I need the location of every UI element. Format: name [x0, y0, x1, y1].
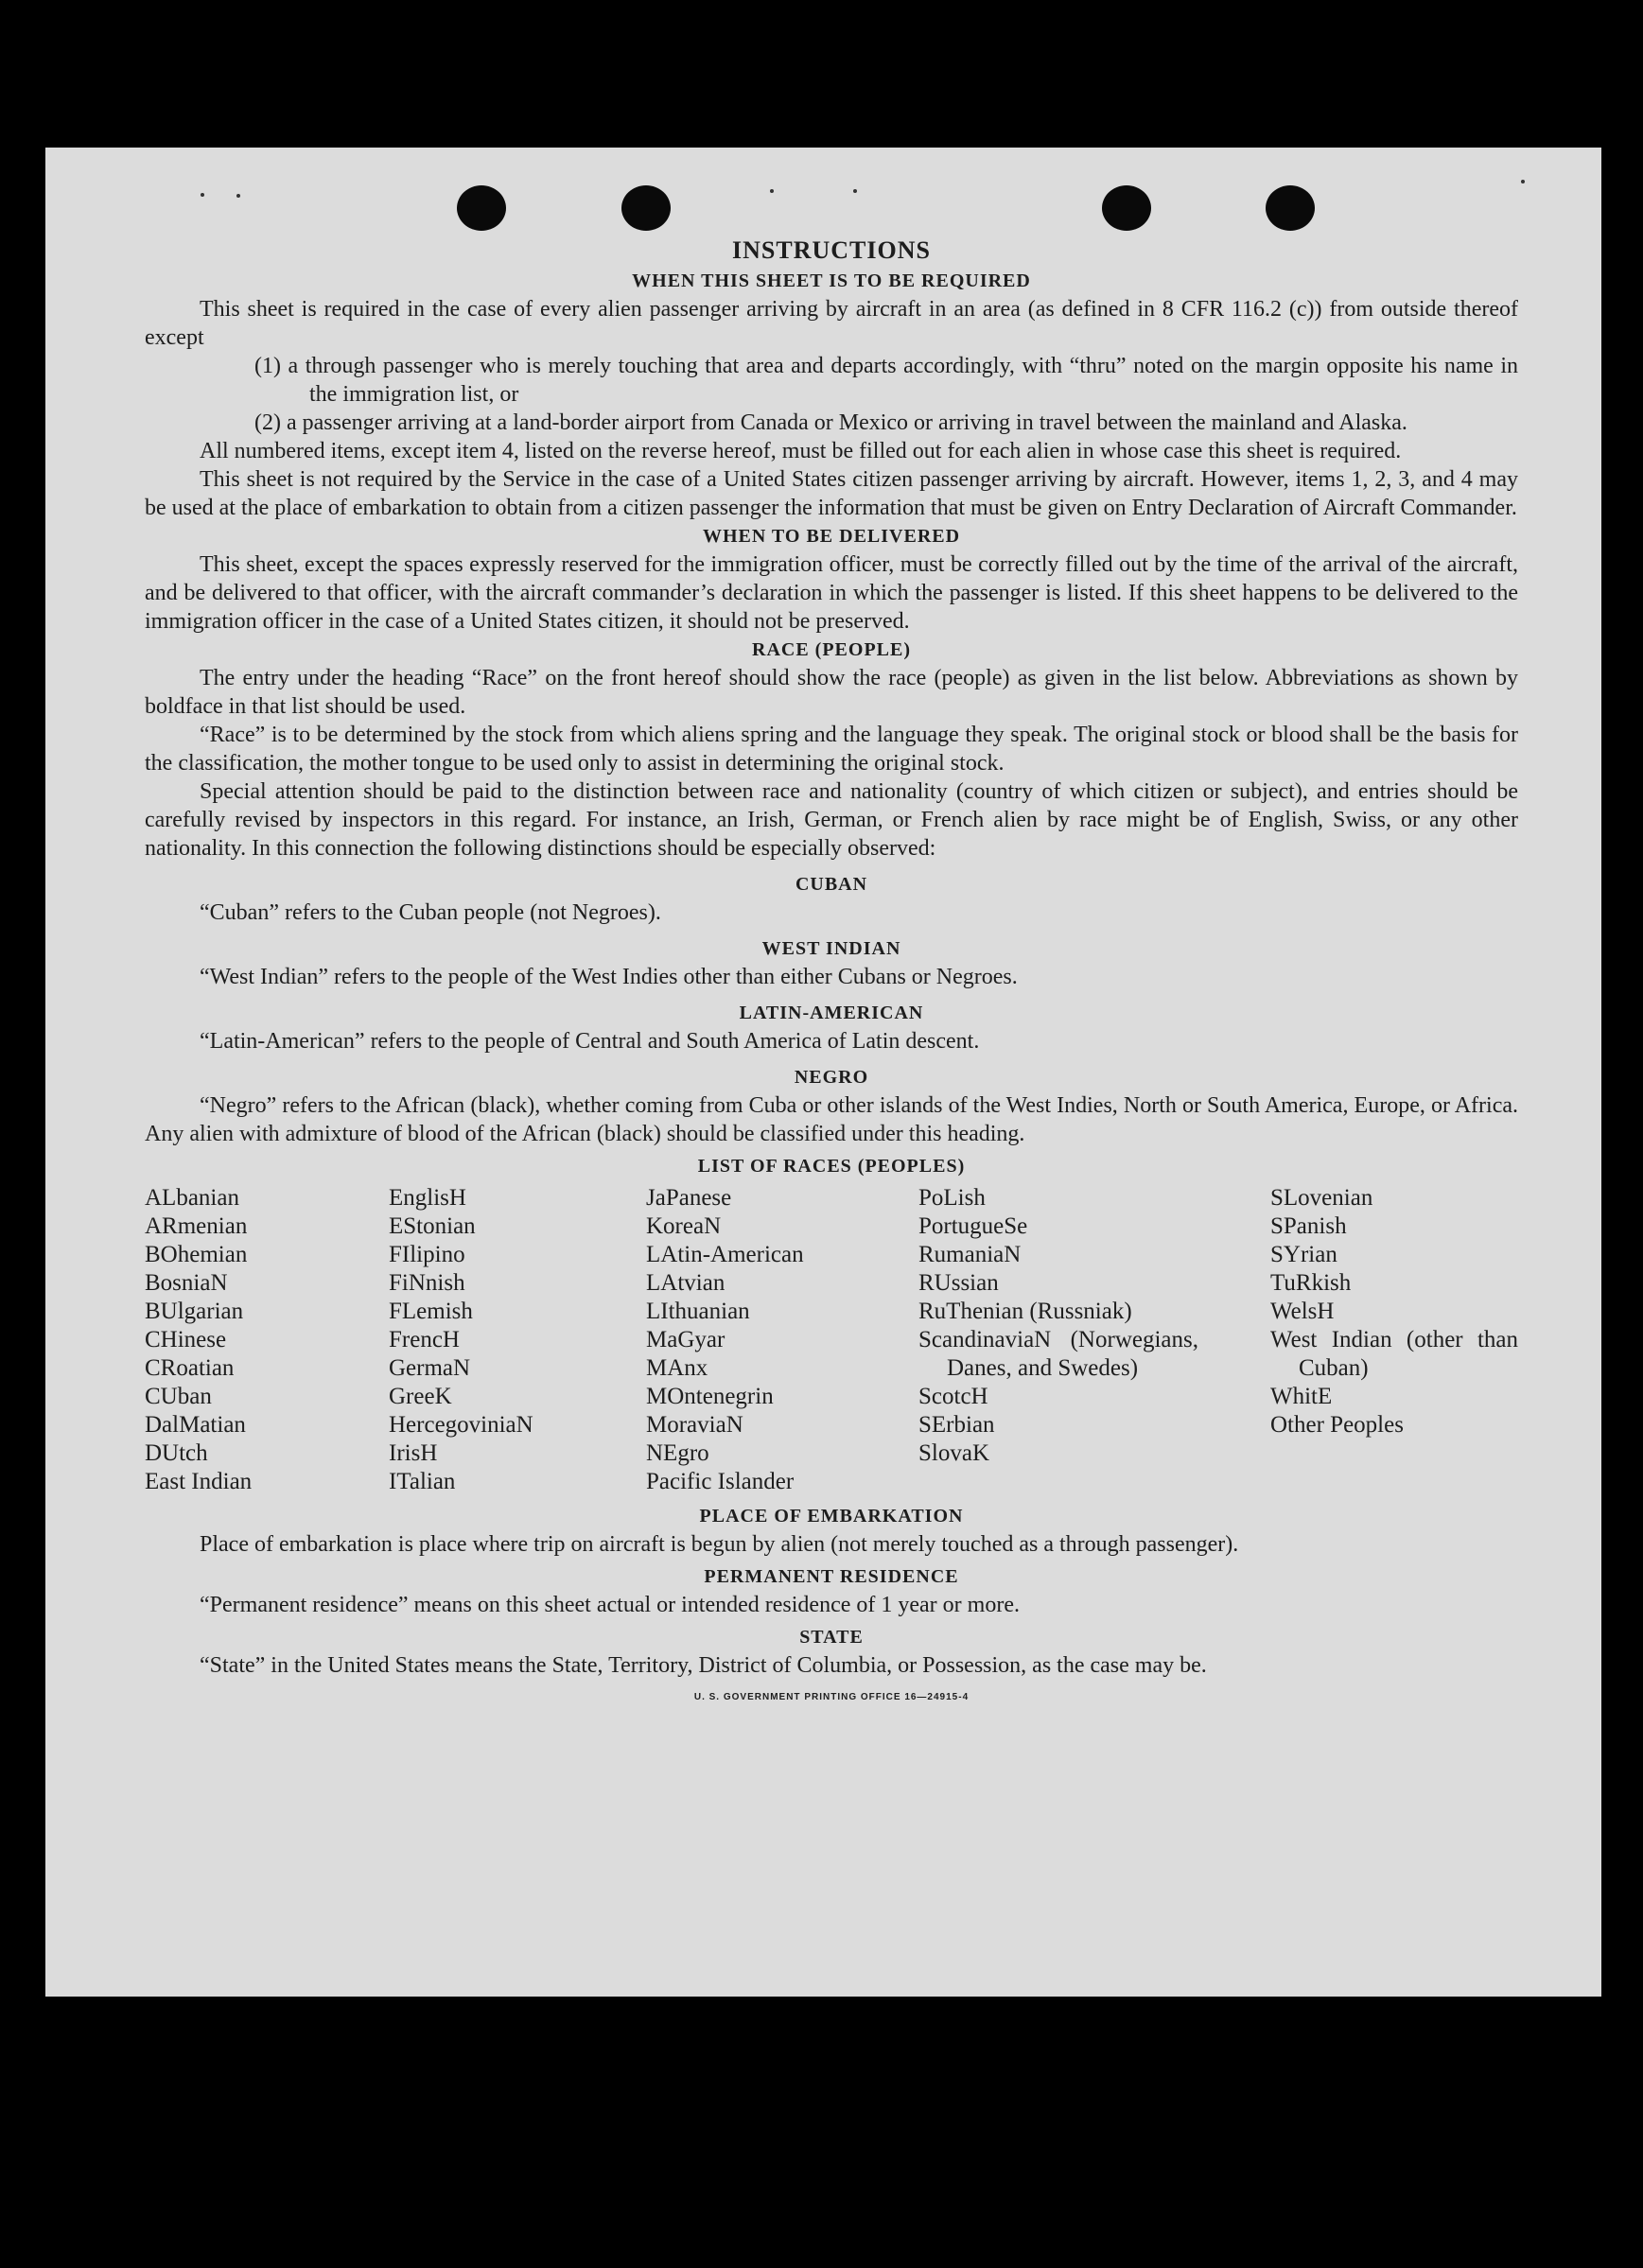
- instructions-content: [145, 235, 1518, 1712]
- race-item: BUlgarian: [145, 1299, 244, 1324]
- race-item: RuThenian (Russniak): [918, 1299, 1132, 1324]
- race-item: SErbian: [918, 1412, 995, 1438]
- race-list: [145, 1184, 1518, 1496]
- race-item: ALbanian: [145, 1185, 239, 1211]
- race-item: JaPanese: [646, 1185, 732, 1211]
- race-item: TuRkish: [1270, 1270, 1352, 1296]
- race-item: PortugueSe: [918, 1213, 1028, 1239]
- race-item: DUtch: [145, 1440, 208, 1466]
- race-item: GreeK: [389, 1384, 452, 1409]
- section-heading: PLACE OF EMBARKATION: [699, 1506, 964, 1527]
- race-column: [918, 1184, 1198, 1496]
- race-column: [1270, 1184, 1518, 1496]
- speck: [236, 194, 240, 198]
- paragraph: Special attention should be paid to the distinction between race and nationality (country of which citizen or subject), and entries should be carefully revised by inspectors in this regard. For instance, an Irish, German, or French alien by race might be of English, Swiss, or any other nationality. In this connection the following distinctions should be especially observed:: [145, 779, 1518, 861]
- section-heading: NEGRO: [794, 1067, 869, 1088]
- paragraph: “Permanent residence” means on this sheet actual or intended residence of 1 year or more.: [200, 1593, 1020, 1617]
- race-item: MAnx: [646, 1355, 708, 1381]
- section-heading: WHEN THIS SHEET IS TO BE REQUIRED: [632, 270, 1031, 291]
- race-column: [389, 1184, 646, 1496]
- printing-office-footer: U. S. GOVERNMENT PRINTING OFFICE 16—24915-4: [693, 1692, 970, 1702]
- punch-hole: [457, 185, 506, 231]
- paragraph: “Cuban” refers to the Cuban people (not Negroes).: [200, 900, 661, 925]
- race-item: West Indian (other than Cuban): [1270, 1327, 1518, 1381]
- race-item: IrisH: [389, 1440, 438, 1466]
- race-item: SLovenian: [1270, 1185, 1373, 1211]
- race-item: East Indian: [145, 1469, 253, 1494]
- race-item: CHinese: [145, 1327, 227, 1352]
- race-item: EStonian: [389, 1213, 476, 1239]
- race-item: FLemish: [389, 1299, 473, 1324]
- race-item: MoraviaN: [646, 1412, 743, 1438]
- race-item: ARmenian: [145, 1213, 248, 1239]
- race-column: [646, 1184, 918, 1496]
- paragraph: “State” in the United States means the State, Territory, District of Columbia, or Possession, as the case may be.: [200, 1653, 1207, 1678]
- speck: [770, 189, 774, 193]
- race-item: FIlipino: [389, 1242, 465, 1267]
- list-item: (2) a passenger arriving at a land-border airport from Canada or Mexico or arriving in travel between the mainland and Alaska.: [254, 410, 1407, 435]
- race-item: LAtin-American: [646, 1242, 804, 1267]
- section-heading: STATE: [799, 1627, 864, 1648]
- section-heading: WEST INDIAN: [761, 938, 901, 959]
- paragraph: The entry under the heading “Race” on the front hereof should show the race (people) as given in the list below. Abbreviations as shown by boldface in that list should be used.: [145, 666, 1518, 719]
- punch-hole: [1102, 185, 1151, 231]
- race-item: BOhemian: [145, 1242, 248, 1267]
- section-heading: WHEN TO BE DELIVERED: [702, 526, 961, 547]
- race-item: KoreaN: [646, 1213, 722, 1239]
- punch-hole: [1266, 185, 1315, 231]
- race-item: SPanish: [1270, 1213, 1347, 1239]
- speck: [853, 189, 857, 193]
- race-item: SlovaK: [918, 1440, 989, 1466]
- race-item: FrencH: [389, 1327, 460, 1352]
- race-item: RumaniaN: [918, 1242, 1022, 1267]
- race-item: CUban: [145, 1384, 212, 1409]
- race-item: MOntenegrin: [646, 1384, 774, 1409]
- race-item: LIthuanian: [646, 1299, 750, 1324]
- section-heading: PERMANENT RESIDENCE: [704, 1566, 959, 1587]
- race-item: ITalian: [389, 1469, 456, 1494]
- race-item: LAtvian: [646, 1270, 725, 1296]
- race-item: HercegoviniaN: [389, 1412, 533, 1438]
- race-item: MaGyar: [646, 1327, 725, 1352]
- race-column: [145, 1184, 389, 1496]
- list-item: (1) a through passenger who is merely touching that area and departs accordingly, with “thru” noted on the margin opposite his name in the immigration list, or: [254, 354, 1518, 407]
- paragraph: This sheet is required in the case of every alien passenger arriving by aircraft in an area (as defined in 8 CFR 116.2 (c)) from outside thereof except: [145, 297, 1518, 350]
- race-item: GermaN: [389, 1355, 471, 1381]
- race-item: NEgro: [646, 1440, 709, 1466]
- race-item: SYrian: [1270, 1242, 1337, 1267]
- race-item: DalMatian: [145, 1412, 246, 1438]
- race-item: WhitE: [1270, 1384, 1333, 1409]
- race-item: CRoatian: [145, 1355, 235, 1381]
- paragraph: All numbered items, except item 4, listed on the reverse hereof, must be filled out for each alien in whose case this sheet is required.: [200, 439, 1402, 463]
- race-item: PoLish: [918, 1185, 986, 1211]
- punch-hole: [621, 185, 671, 231]
- paragraph: This sheet is not required by the Service in the case of a United States citizen passenger arriving by aircraft. However, items 1, 2, 3, and 4 may be used at the place of embarkation to obtain from a citizen passenger the information that must be given on Entry Declaration of Aircraft Commander.: [145, 467, 1518, 520]
- race-item: EnglisH: [389, 1185, 466, 1211]
- paragraph: “Negro” refers to the African (black), whether coming from Cuba or other islands of the West Indies, North or South America, Europe, or Africa. Any alien with admixture of blood of the African (black) should be classified under this heading.: [145, 1093, 1518, 1146]
- race-item: Pacific Islander: [646, 1469, 795, 1494]
- race-item: FiNnish: [389, 1270, 465, 1296]
- race-item: ScandinaviaN (Norwegians, Danes, and Swedes): [918, 1327, 1198, 1381]
- race-item: RUssian: [918, 1270, 999, 1296]
- section-heading: CUBAN: [795, 874, 868, 895]
- race-item: Other Peoples: [1270, 1412, 1404, 1438]
- speck: [201, 193, 204, 197]
- section-heading: LIST OF RACES (PEOPLES): [697, 1156, 966, 1177]
- race-item: ScotcH: [918, 1384, 988, 1409]
- paragraph: “Race” is to be determined by the stock from which aliens spring and the language they speak. The original stock or blood shall be the basis for the classification, the mother tongue to be used only to assist in determining the original stock.: [145, 723, 1518, 776]
- race-item: WelsH: [1270, 1299, 1335, 1324]
- page-title: INSTRUCTIONS: [732, 236, 931, 264]
- paragraph: “Latin-American” refers to the people of Central and South America of Latin descent.: [200, 1029, 980, 1054]
- paragraph: Place of embarkation is place where trip on aircraft is begun by alien (not merely touched as a through passenger).: [200, 1532, 1239, 1557]
- section-heading: LATIN-AMERICAN: [739, 1003, 924, 1023]
- paragraph: This sheet, except the spaces expressly reserved for the immigration officer, must be correctly filled out by the time of the arrival of the aircraft, and be delivered to that officer, with the aircraft commander’s declaration in which the passenger is listed. If this sheet happens to be delivered to the immigration officer in the case of a United States citizen, it should not be preserved.: [145, 552, 1518, 634]
- paragraph: “West Indian” refers to the people of the West Indies other than either Cubans or Negroes.: [200, 965, 1018, 989]
- section-heading: RACE (PEOPLE): [752, 639, 911, 660]
- speck: [1521, 180, 1525, 183]
- race-item: BosniaN: [145, 1270, 228, 1296]
